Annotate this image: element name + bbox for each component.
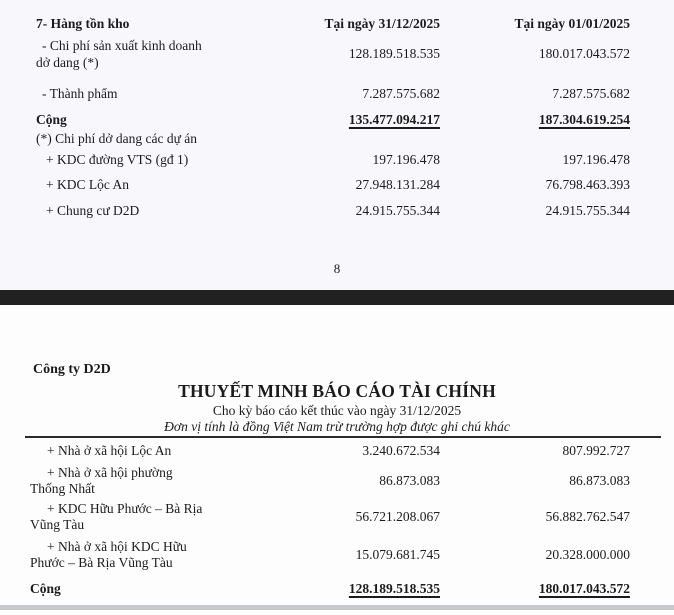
row-label-line2: Phước – Bà Rịa Vũng Tàu [30,555,173,570]
row-label-line2: Thống Nhất [30,481,95,496]
table-row [0,203,630,220]
page-1-inventory-note [0,0,674,290]
total-value-col1: 135.477.094.217 [348,111,440,127]
table-row [0,38,630,71]
row-value-col1: 15.079.681.745 [355,546,440,562]
row-value-col1: 56.721.208.067 [355,508,440,524]
report-subtitle: Cho kỳ báo cáo kết thúc vào ngày 31/12/2025 [212,403,462,418]
row-label: - Chi phí sản xuất kinh doanh [42,38,202,53]
total-row [0,112,630,129]
bottom-scan-edge [0,605,674,610]
header-rule [25,436,661,438]
projects-table [0,443,674,597]
row-value-col1: 27.948.131.284 [355,177,440,192]
row-value-col2: 20.328.000.000 [545,546,630,562]
row-value-col2: 807.992.727 [562,443,630,458]
row-label: + Chung cư D2D [46,202,140,218]
total-label: Cộng [30,580,61,596]
row-label: + Nhà ở xã hội phường [47,464,173,480]
table-row [0,443,630,460]
page-2-notes-continuation [0,305,674,610]
table-row [0,152,630,169]
section-title: 7- Hàng tồn kho [36,16,130,31]
row-value-col2: 180.017.043.572 [538,46,630,62]
table-row [0,86,630,103]
table-row [0,465,630,498]
page-break-divider [0,290,674,305]
row-label: + Nhà ở xã hội KDC Hữu [47,538,187,554]
row-label: + Nhà ở xã hội Lộc An [47,443,172,458]
row-value-col1: 3.240.672.534 [362,443,440,458]
column-header-date-end: Tại ngày 31/12/2025 [324,16,440,31]
row-label: - Thành phẩm [42,86,118,101]
page-number: 8 [333,261,341,276]
row-value-col2: 56.882.762.547 [545,508,630,524]
row-value-col2: 7.287.575.682 [552,86,630,101]
row-value-col2: 76.798.463.393 [545,177,630,192]
row-value-col1: 7.287.575.682 [362,86,440,101]
currency-unit-note: Đơn vị tính là đồng Việt Nam trừ trường hợp được ghi chú khác [164,419,510,434]
row-value-col2: 197.196.478 [562,151,630,167]
report-title: THUYẾT MINH BÁO CÁO TÀI CHÍNH [178,381,496,401]
row-value-col2: 24.915.755.344 [545,202,630,218]
table-row [0,539,630,572]
total-value-col2: 187.304.619.254 [538,111,630,127]
table-row [0,501,630,534]
row-label: + KDC đường VTS (gđ 1) [46,151,189,167]
row-value-col1: 86.873.083 [379,472,440,488]
table-row [0,177,630,194]
row-value-col1: 128.189.518.535 [348,46,440,62]
company-name: Công ty D2D [33,362,111,377]
note-row [0,131,630,148]
row-label-line2: Vũng Tàu [30,517,85,532]
column-header-date-start: Tại ngày 01/01/2025 [514,16,630,31]
note-label: (*) Chi phí dở dang các dự án [36,131,198,146]
total-value-col2: 180.017.043.572 [538,580,630,596]
total-row [0,581,630,598]
total-label: Cộng [36,111,67,127]
row-value-col2: 86.873.083 [569,472,630,488]
row-value-col1: 24.915.755.344 [355,202,440,218]
total-value-col1: 128.189.518.535 [348,580,440,596]
row-label: + KDC Lộc An [46,177,129,192]
row-label-line2: dở dang (*) [36,54,99,70]
row-label: + KDC Hữu Phước – Bà Rịa [47,500,203,516]
row-value-col1: 197.196.478 [372,151,440,167]
inventory-table-header-row [0,15,630,33]
